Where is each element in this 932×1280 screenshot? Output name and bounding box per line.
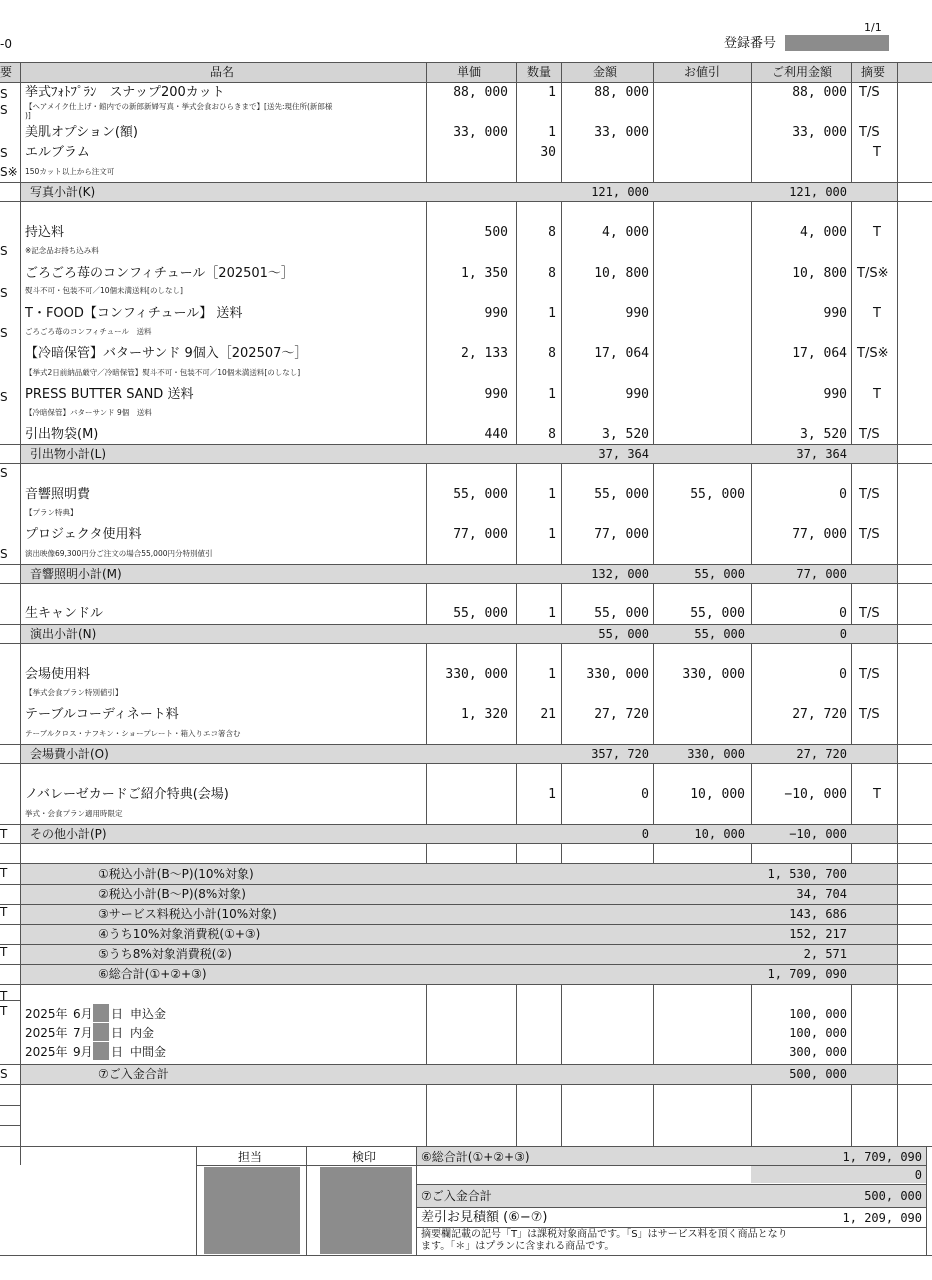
item-usage: 33, 000 bbox=[792, 125, 847, 140]
payment-year: 2025年 bbox=[25, 1026, 68, 1040]
left-mark: S bbox=[0, 103, 8, 117]
item-memo: T/S bbox=[859, 427, 880, 442]
subtotal-discount: 55, 000 bbox=[694, 627, 745, 641]
subtotal-label: 会場費小計(O) bbox=[30, 747, 109, 761]
subtotal-amount: 37, 364 bbox=[598, 447, 649, 461]
rule bbox=[0, 1000, 20, 1001]
item-memo: T bbox=[873, 225, 881, 240]
item-memo: T/S bbox=[859, 667, 880, 682]
left-mark: S bbox=[0, 87, 8, 101]
left-mark: T bbox=[0, 989, 8, 1003]
subtotal-discount: 330, 000 bbox=[687, 747, 745, 761]
item-name: 美肌オプション(額) bbox=[25, 125, 138, 140]
item-unit-price: 55, 000 bbox=[453, 487, 508, 502]
subtotal-usage: 77, 000 bbox=[796, 567, 847, 581]
item-qty: 1 bbox=[548, 306, 556, 321]
item-amount: 55, 000 bbox=[594, 487, 649, 502]
subtotal-amount: 121, 000 bbox=[591, 185, 649, 199]
item-amount: 4, 000 bbox=[602, 225, 649, 240]
col-line bbox=[20, 62, 21, 1165]
footer-note-line1: 摘要欄記載の記号「T」は課税対象商品です。「S」はサービス料を頂く商品となり bbox=[421, 1229, 788, 1240]
item-memo: T/S※ bbox=[857, 346, 889, 361]
tax-total-value: 34, 704 bbox=[796, 887, 847, 901]
rule bbox=[0, 1064, 932, 1065]
rule bbox=[0, 1105, 20, 1106]
item-memo: T bbox=[873, 145, 881, 160]
col-header-unit-price: 単価 bbox=[457, 65, 482, 79]
payment-day-redacted bbox=[93, 1004, 109, 1022]
subtotal-amount: 357, 720 bbox=[591, 747, 649, 761]
balance-value: 1, 209, 090 bbox=[842, 1211, 922, 1225]
payment-year: 2025年 bbox=[25, 1007, 68, 1021]
col-line bbox=[851, 62, 852, 1165]
item-usage: 0 bbox=[839, 487, 847, 502]
item-memo: T/S bbox=[859, 125, 880, 140]
item-memo: T/S bbox=[859, 606, 880, 621]
item-qty: 1 bbox=[548, 606, 556, 621]
item-note: ※記念品お持ち込み料 bbox=[25, 246, 99, 255]
item-memo: T/S bbox=[859, 527, 880, 542]
rule bbox=[0, 884, 932, 885]
subtotal-usage: 37, 364 bbox=[796, 447, 847, 461]
left-mark: S bbox=[0, 146, 8, 160]
subtotal-discount: 55, 000 bbox=[694, 567, 745, 581]
item-qty: 8 bbox=[548, 346, 556, 361]
tax-total-label: ⑤うち8%対象消費税(②) bbox=[98, 947, 232, 961]
item-name: 生キャンドル bbox=[25, 606, 104, 621]
col-header-amount: 金額 bbox=[593, 65, 618, 79]
item-qty: 30 bbox=[540, 145, 556, 160]
staff-label: 担当 bbox=[238, 1150, 263, 1164]
item-name: プロジェクタ使用料 bbox=[25, 527, 142, 542]
blank-row-value: 0 bbox=[914, 1168, 922, 1182]
rule bbox=[0, 763, 932, 764]
left-mark: S bbox=[0, 1067, 8, 1081]
item-name: エルブラム bbox=[25, 145, 90, 160]
rule bbox=[0, 744, 932, 745]
tax-total-label: ①税込小計(B～P)(10%対象) bbox=[98, 867, 254, 881]
col-line bbox=[897, 62, 898, 1165]
payment-label: 内金 bbox=[130, 1026, 155, 1040]
col-header-memo: 摘要 bbox=[861, 65, 886, 79]
left-mark: S bbox=[0, 326, 8, 340]
item-usage: 10, 800 bbox=[792, 266, 847, 281]
item-qty: 8 bbox=[548, 427, 556, 442]
col-line bbox=[306, 1146, 307, 1256]
left-mark: S bbox=[0, 390, 8, 404]
item-discount: 330, 000 bbox=[682, 667, 745, 682]
rule bbox=[0, 944, 932, 945]
rule bbox=[0, 964, 932, 965]
payment-label: 中間金 bbox=[130, 1045, 167, 1059]
payment-value: 300, 000 bbox=[789, 1045, 847, 1059]
payment-total-value: 500, 000 bbox=[789, 1067, 847, 1081]
rule bbox=[0, 984, 932, 985]
registration-number-redacted bbox=[785, 35, 889, 51]
payment-day-redacted bbox=[93, 1023, 109, 1041]
payment-year: 2025年 bbox=[25, 1045, 68, 1059]
item-amount: 0 bbox=[641, 787, 649, 802]
item-note: 【ヘアメイク仕上げ・館内での新郎新婦写真・挙式会食おひらきまで】[送先:現住所(新郎様 bbox=[25, 102, 333, 111]
subtotal-usage: 0 bbox=[839, 627, 847, 641]
item-usage: 0 bbox=[839, 606, 847, 621]
item-memo: T bbox=[873, 787, 881, 802]
subtotal-usage: 121, 000 bbox=[789, 185, 847, 199]
item-memo: T bbox=[873, 387, 881, 402]
item-name: テーブルコーディネート料 bbox=[25, 707, 179, 722]
payment-month: 9月 bbox=[73, 1045, 93, 1059]
left-mark: S bbox=[0, 466, 8, 480]
item-memo: T/S bbox=[859, 707, 880, 722]
left-mark: T bbox=[0, 827, 8, 841]
rule bbox=[0, 583, 932, 584]
item-note: 【挙式2日前納品厳守／冷暗保管】熨斗不可・包装不可／10個未満送料[のしなし] bbox=[25, 368, 301, 377]
item-qty: 1 bbox=[548, 487, 556, 502]
item-note: ごろごろ苺のコンフィチュール 送料 bbox=[25, 327, 152, 336]
item-usage: 3, 520 bbox=[800, 427, 847, 442]
subtotal-usage: 27, 720 bbox=[796, 747, 847, 761]
item-name: ノバレーゼカードご紹介特典(会場) bbox=[25, 787, 229, 802]
item-usage: 0 bbox=[839, 667, 847, 682]
item-memo: T/S※ bbox=[857, 266, 889, 281]
item-name: 音響照明費 bbox=[25, 487, 91, 502]
left-mark: S※ bbox=[0, 165, 18, 179]
rule bbox=[0, 924, 932, 925]
item-qty: 1 bbox=[548, 125, 556, 140]
item-amount: 17, 064 bbox=[594, 346, 649, 361]
item-qty: 1 bbox=[548, 667, 556, 682]
payment-month: 7月 bbox=[73, 1026, 93, 1040]
rule bbox=[0, 1125, 20, 1126]
registration-label: 登録番号 bbox=[724, 36, 777, 51]
subtotal-usage: −10, 000 bbox=[789, 827, 847, 841]
seal-label: 検印 bbox=[352, 1150, 377, 1164]
tax-total-value: 1, 709, 090 bbox=[767, 967, 847, 981]
subtotal-label: 演出小計(N) bbox=[30, 627, 97, 641]
paid-value: 500, 000 bbox=[864, 1189, 922, 1203]
rule bbox=[0, 624, 932, 625]
grand-total-label: ⑥総合計(①+②+③) bbox=[421, 1150, 530, 1164]
item-name: PRESS BUTTER SAND 送料 bbox=[25, 387, 194, 402]
rule bbox=[0, 201, 932, 202]
item-usage: 990 bbox=[823, 306, 847, 321]
subtotal-amount: 0 bbox=[641, 827, 649, 841]
item-usage: 990 bbox=[823, 387, 847, 402]
item-discount: 55, 000 bbox=[690, 487, 745, 502]
subtotal-amount: 55, 000 bbox=[598, 627, 649, 641]
item-unit-price: 440 bbox=[484, 427, 508, 442]
item-usage: −10, 000 bbox=[784, 787, 847, 802]
col-header-qty: 数量 bbox=[527, 65, 552, 79]
payment-value: 100, 000 bbox=[789, 1026, 847, 1040]
payment-day-suffix: 日 bbox=[111, 1007, 124, 1021]
left-mark: S bbox=[0, 286, 8, 300]
subtotal-label: その他小計(P) bbox=[30, 827, 107, 841]
item-memo: T/S bbox=[859, 85, 880, 100]
item-unit-price: 77, 000 bbox=[453, 527, 508, 542]
rule bbox=[0, 444, 932, 445]
tax-total-label: ⑥総合計(①+②+③) bbox=[98, 967, 207, 981]
item-unit-price: 33, 000 bbox=[453, 125, 508, 140]
payment-day-suffix: 日 bbox=[111, 1045, 124, 1059]
item-name: 持込料 bbox=[25, 225, 65, 240]
col-header-name: 品名 bbox=[210, 65, 235, 79]
item-usage: 88, 000 bbox=[792, 85, 847, 100]
item-amount: 330, 000 bbox=[586, 667, 649, 682]
item-qty: 1 bbox=[548, 787, 556, 802]
page-number: 1/1 bbox=[864, 21, 882, 34]
rule bbox=[0, 62, 932, 63]
rule bbox=[416, 1227, 926, 1228]
footer-note-line2: ます。「＊」はプランに含まれる商品です。 bbox=[421, 1241, 615, 1252]
balance-label: 差引お見積額 (⑥−⑦) bbox=[421, 1210, 548, 1225]
item-note: 熨斗不可・包装不可／10個未満送料[のしなし] bbox=[25, 286, 183, 295]
item-unit-price: 1, 350 bbox=[461, 266, 508, 281]
left-mark: T bbox=[0, 905, 8, 919]
payment-total-label: ⑦ご入金合計 bbox=[98, 1067, 169, 1081]
rule bbox=[0, 824, 932, 825]
item-note: テーブルクロス・ナフキン・ショープレート・箱入りエコ箸含む bbox=[25, 729, 241, 738]
tax-total-value: 2, 571 bbox=[803, 947, 847, 961]
subtotal-label: 写真小計(K) bbox=[30, 185, 96, 199]
item-amount: 33, 000 bbox=[594, 125, 649, 140]
tax-total-value: 143, 686 bbox=[789, 907, 847, 921]
item-note: 150カット以上から注文可 bbox=[25, 167, 115, 176]
payment-day-redacted bbox=[93, 1042, 109, 1060]
rule bbox=[416, 1207, 926, 1208]
payment-label: 申込金 bbox=[130, 1007, 167, 1021]
tax-total-value: 1, 530, 700 bbox=[767, 867, 847, 881]
item-note: 演出映像69,300円分ご注文の場合55,000円分特別値引 bbox=[25, 549, 213, 558]
rule bbox=[0, 643, 932, 644]
tax-total-label: ②税込小計(B～P)(8%対象) bbox=[98, 887, 246, 901]
item-unit-price: 2, 133 bbox=[461, 346, 508, 361]
item-unit-price: 990 bbox=[484, 387, 508, 402]
col-header-left-cut: 要 bbox=[0, 65, 13, 79]
item-qty: 1 bbox=[548, 387, 556, 402]
left-mark: S bbox=[0, 547, 8, 561]
item-note: )] bbox=[25, 111, 31, 120]
item-memo: T bbox=[873, 306, 881, 321]
item-unit-price: 88, 000 bbox=[453, 85, 508, 100]
item-unit-price: 500 bbox=[484, 225, 508, 240]
tax-total-label: ④うち10%対象消費税(①+③) bbox=[98, 927, 261, 941]
rule bbox=[0, 904, 932, 905]
item-amount: 88, 000 bbox=[594, 85, 649, 100]
item-qty: 21 bbox=[540, 707, 556, 722]
seal-stamp-redacted bbox=[320, 1167, 412, 1254]
rule bbox=[0, 82, 932, 83]
item-usage: 27, 720 bbox=[792, 707, 847, 722]
rule bbox=[0, 564, 932, 565]
item-name: 【冷暗保管】バターサンド 9個入［202507～］ bbox=[25, 346, 308, 361]
left-mark: S bbox=[0, 244, 8, 258]
col-header-usage: ご利用金額 bbox=[772, 65, 833, 79]
rule bbox=[0, 463, 932, 464]
item-note: 【挙式会食プラン特別値引】 bbox=[25, 688, 123, 697]
item-unit-price: 990 bbox=[484, 306, 508, 321]
item-amount: 3, 520 bbox=[602, 427, 649, 442]
item-note: 【プラン特典】 bbox=[25, 508, 78, 517]
grand-total-value: 1, 709, 090 bbox=[842, 1150, 922, 1164]
item-discount: 55, 000 bbox=[690, 606, 745, 621]
rule bbox=[0, 1084, 932, 1085]
item-name: T・FOOD【コンフィチュール】 送料 bbox=[25, 306, 243, 321]
payment-day-suffix: 日 bbox=[111, 1026, 124, 1040]
subtotal-amount: 132, 000 bbox=[591, 567, 649, 581]
left-mark: T bbox=[0, 1004, 8, 1018]
item-amount: 27, 720 bbox=[594, 707, 649, 722]
item-amount: 10, 800 bbox=[594, 266, 649, 281]
payment-value: 100, 000 bbox=[789, 1007, 847, 1021]
tax-total-value: 152, 217 bbox=[789, 927, 847, 941]
tax-total-label: ③サービス料税込小計(10%対象) bbox=[98, 907, 277, 921]
item-usage: 17, 064 bbox=[792, 346, 847, 361]
rule bbox=[0, 1255, 932, 1256]
rule bbox=[0, 843, 932, 844]
item-amount: 990 bbox=[625, 387, 649, 402]
item-qty: 1 bbox=[548, 527, 556, 542]
item-unit-price: 55, 000 bbox=[453, 606, 508, 621]
paid-label: ⑦ご入金合計 bbox=[421, 1189, 492, 1203]
item-unit-price: 330, 000 bbox=[445, 667, 508, 682]
rule bbox=[0, 182, 932, 183]
item-amount: 990 bbox=[625, 306, 649, 321]
item-name: 会場使用料 bbox=[25, 667, 91, 682]
item-discount: 10, 000 bbox=[690, 787, 745, 802]
item-qty: 8 bbox=[548, 225, 556, 240]
item-qty: 1 bbox=[548, 85, 556, 100]
col-line bbox=[196, 1146, 197, 1256]
subtotal-label: 引出物小計(L) bbox=[30, 447, 107, 461]
item-note: 挙式・会食プラン適用時限定 bbox=[25, 809, 123, 818]
item-name: ごろごろ苺のコンフィチュール［202501～］ bbox=[25, 266, 294, 281]
item-usage: 77, 000 bbox=[792, 527, 847, 542]
subtotal-label: 音響照明小計(M) bbox=[30, 567, 122, 581]
item-qty: 8 bbox=[548, 266, 556, 281]
left-mark: T bbox=[0, 866, 8, 880]
item-note: 【冷暗保管】バターサンド 9個 送料 bbox=[25, 408, 152, 417]
item-usage: 4, 000 bbox=[800, 225, 847, 240]
staff-stamp-redacted bbox=[204, 1167, 300, 1254]
left-mark: T bbox=[0, 945, 8, 959]
col-line bbox=[926, 1146, 927, 1256]
item-memo: T/S bbox=[859, 487, 880, 502]
payment-month: 6月 bbox=[73, 1007, 93, 1021]
subtotal-discount: 10, 000 bbox=[694, 827, 745, 841]
item-name: 挙式ﾌｫﾄﾌﾟﾗﾝ スナップ200カット bbox=[25, 85, 225, 100]
item-amount: 55, 000 bbox=[594, 606, 649, 621]
document-number-fragment: -0 bbox=[0, 37, 12, 51]
item-unit-price: 1, 320 bbox=[461, 707, 508, 722]
item-name: 引出物袋(M) bbox=[25, 427, 99, 442]
item-amount: 77, 000 bbox=[594, 527, 649, 542]
col-header-discount: お値引 bbox=[684, 65, 721, 79]
